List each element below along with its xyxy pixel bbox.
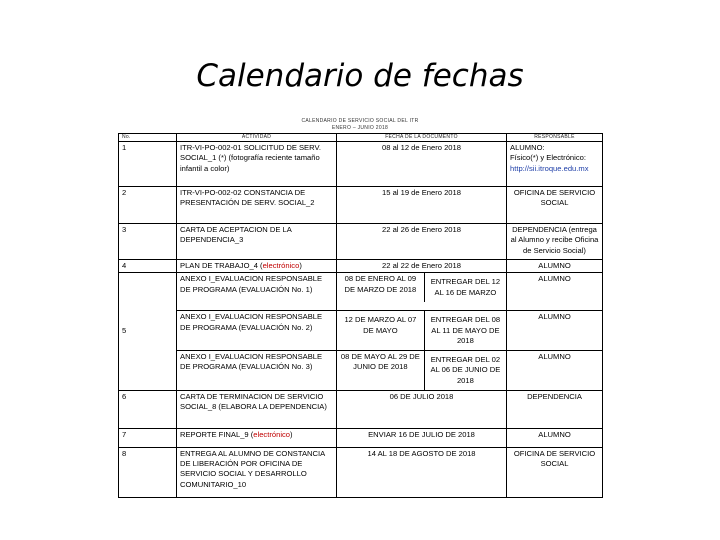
- row-responsable: DEPENDENCIA: [507, 390, 603, 428]
- row-actividad: [177, 428, 337, 447]
- table-row: [119, 447, 603, 497]
- row-fecha: 06 DE JULIO 2018: [337, 390, 507, 428]
- row-responsable: DEPENDENCIA (entrega al Alumno y recibe Oficina de Servicio Social): [507, 224, 603, 260]
- row-fecha: [337, 273, 507, 311]
- row-fecha: [337, 351, 507, 391]
- table-header-row: [119, 134, 603, 142]
- fecha-entrega: ENTREGAR DEL 02 AL 06 DE JUNIO DE 2018: [430, 355, 501, 385]
- actividad-text-end: ): [290, 429, 293, 439]
- row-responsable: OFICINA DE SERVICIO SOCIAL: [507, 447, 603, 497]
- table-row: [119, 311, 603, 351]
- responsable-line: ALUMNO:: [510, 143, 545, 152]
- row-number: 6: [119, 390, 177, 428]
- header-no: No.: [119, 134, 177, 142]
- row-number: 4: [119, 260, 177, 273]
- table-row: [119, 142, 603, 187]
- electronico-tag: electrónico: [253, 429, 291, 439]
- actividad-text: PLAN DE TRABAJO_4 (: [180, 261, 263, 270]
- header-fecha: FECHA DE LA DOCUMENTO: [337, 134, 507, 142]
- row-number: 8: [119, 447, 177, 497]
- row-responsable: ALUMNO: [507, 351, 603, 391]
- actividad-text: REPORTE FINAL_9 (: [180, 429, 254, 439]
- row-number: 5: [119, 273, 177, 391]
- row-responsable: OFICINA DE SERVICIO SOCIAL: [507, 187, 603, 224]
- row-responsable: ALUMNO: [507, 260, 603, 273]
- responsable-line: Físico(*) y Electrónico:: [510, 153, 586, 163]
- row-responsable: ALUMNO: [507, 273, 603, 311]
- row-fecha: ENVIAR 16 DE JULIO DE 2018: [337, 428, 507, 447]
- row-fecha: 15 al 19 de Enero 2018: [337, 187, 507, 224]
- row-fecha: [337, 311, 507, 351]
- page-title: Calendario de fechas: [196, 58, 524, 94]
- header-actividad: ACTIVIDAD: [177, 134, 337, 142]
- calendar-subtitle: CALENDARIO DE SERVICIO SOCIAL DEL ITR: [301, 118, 419, 124]
- row-fecha: 22 al 26 de Enero 2018: [337, 224, 507, 260]
- row-number: 3: [119, 224, 177, 260]
- row-actividad: CARTA DE ACEPTACION DE LA DEPENDENCIA_3: [177, 224, 337, 260]
- sii-link[interactable]: http://sii.itroque.edu.mx: [510, 163, 589, 173]
- header-responsable: RESPONSABLE: [507, 134, 603, 142]
- table-row: [119, 260, 603, 273]
- row-actividad: CARTA DE TERMINACION DE SERVICIO SOCIAL_8 (ELABORA LA DEPENDENCIA): [177, 390, 337, 428]
- table-row: [119, 390, 603, 428]
- table-row: [119, 273, 603, 311]
- row-actividad: ANEXO I_EVALUACION RESPONSABLE DE PROGRAMA (EVALUACIÓN No. 2): [177, 311, 337, 351]
- row-fecha: 22 al 22 de Enero 2018: [337, 260, 507, 273]
- fecha-periodo: 12 DE MARZO AL 07 DE MAYO: [337, 311, 425, 350]
- row-fecha: 14 AL 18 DE AGOSTO DE 2018: [337, 447, 507, 497]
- table-row: [119, 224, 603, 260]
- row-number: 2: [119, 187, 177, 224]
- row-responsable: [507, 142, 603, 187]
- row-actividad: ITR-VI-PO-002-02 CONSTANCIA DE PRESENTACIÓN DE SERV. SOCIAL_2: [177, 187, 337, 224]
- row-number: 7: [119, 428, 177, 447]
- table-row: [119, 187, 603, 224]
- fecha-periodo: 08 DE ENERO AL 09 DE MARZO DE 2018: [337, 273, 425, 302]
- fecha-periodo: 08 DE MAYO AL 29 DE JUNIO DE 2018: [337, 351, 425, 390]
- table-row: [119, 351, 603, 391]
- calendar-table: [118, 133, 603, 498]
- row-number: 1: [119, 142, 177, 187]
- row-actividad: ANEXO I_EVALUACION RESPONSABLE DE PROGRAMA (EVALUACIÓN No. 3): [177, 351, 337, 391]
- calendar-period: ENERO – JUNIO 2018: [331, 125, 389, 131]
- fecha-entrega: ENTREGAR DEL 08 AL 11 DE MAYO DE 2018: [430, 315, 501, 345]
- row-actividad: ENTREGA AL ALUMNO DE CONSTANCIA DE LIBERACIÓN POR OFICINA DE SERVICIO SOCIAL Y DESARROLLO COMUNITARIO_10: [177, 447, 337, 497]
- row-responsable: ALUMNO: [507, 428, 603, 447]
- row-responsable: ALUMNO: [507, 311, 603, 351]
- row-actividad: [177, 260, 337, 273]
- row-actividad: ITR-VI-PO-002-01 SOLICITUD DE SERV. SOCIAL_1 (*) (fotografía reciente tamaño infantil a color): [177, 142, 337, 187]
- row-actividad: ANEXO I_EVALUACION RESPONSABLE DE PROGRAMA (EVALUACIÓN No. 1): [177, 273, 337, 311]
- table-row: [119, 428, 603, 447]
- fecha-entrega: ENTREGAR DEL 12 AL 16 DE MARZO: [430, 277, 501, 297]
- electronico-tag: electrónico: [262, 261, 300, 270]
- actividad-text-end: ): [299, 261, 302, 270]
- row-fecha: 08 al 12 de Enero 2018: [337, 142, 507, 187]
